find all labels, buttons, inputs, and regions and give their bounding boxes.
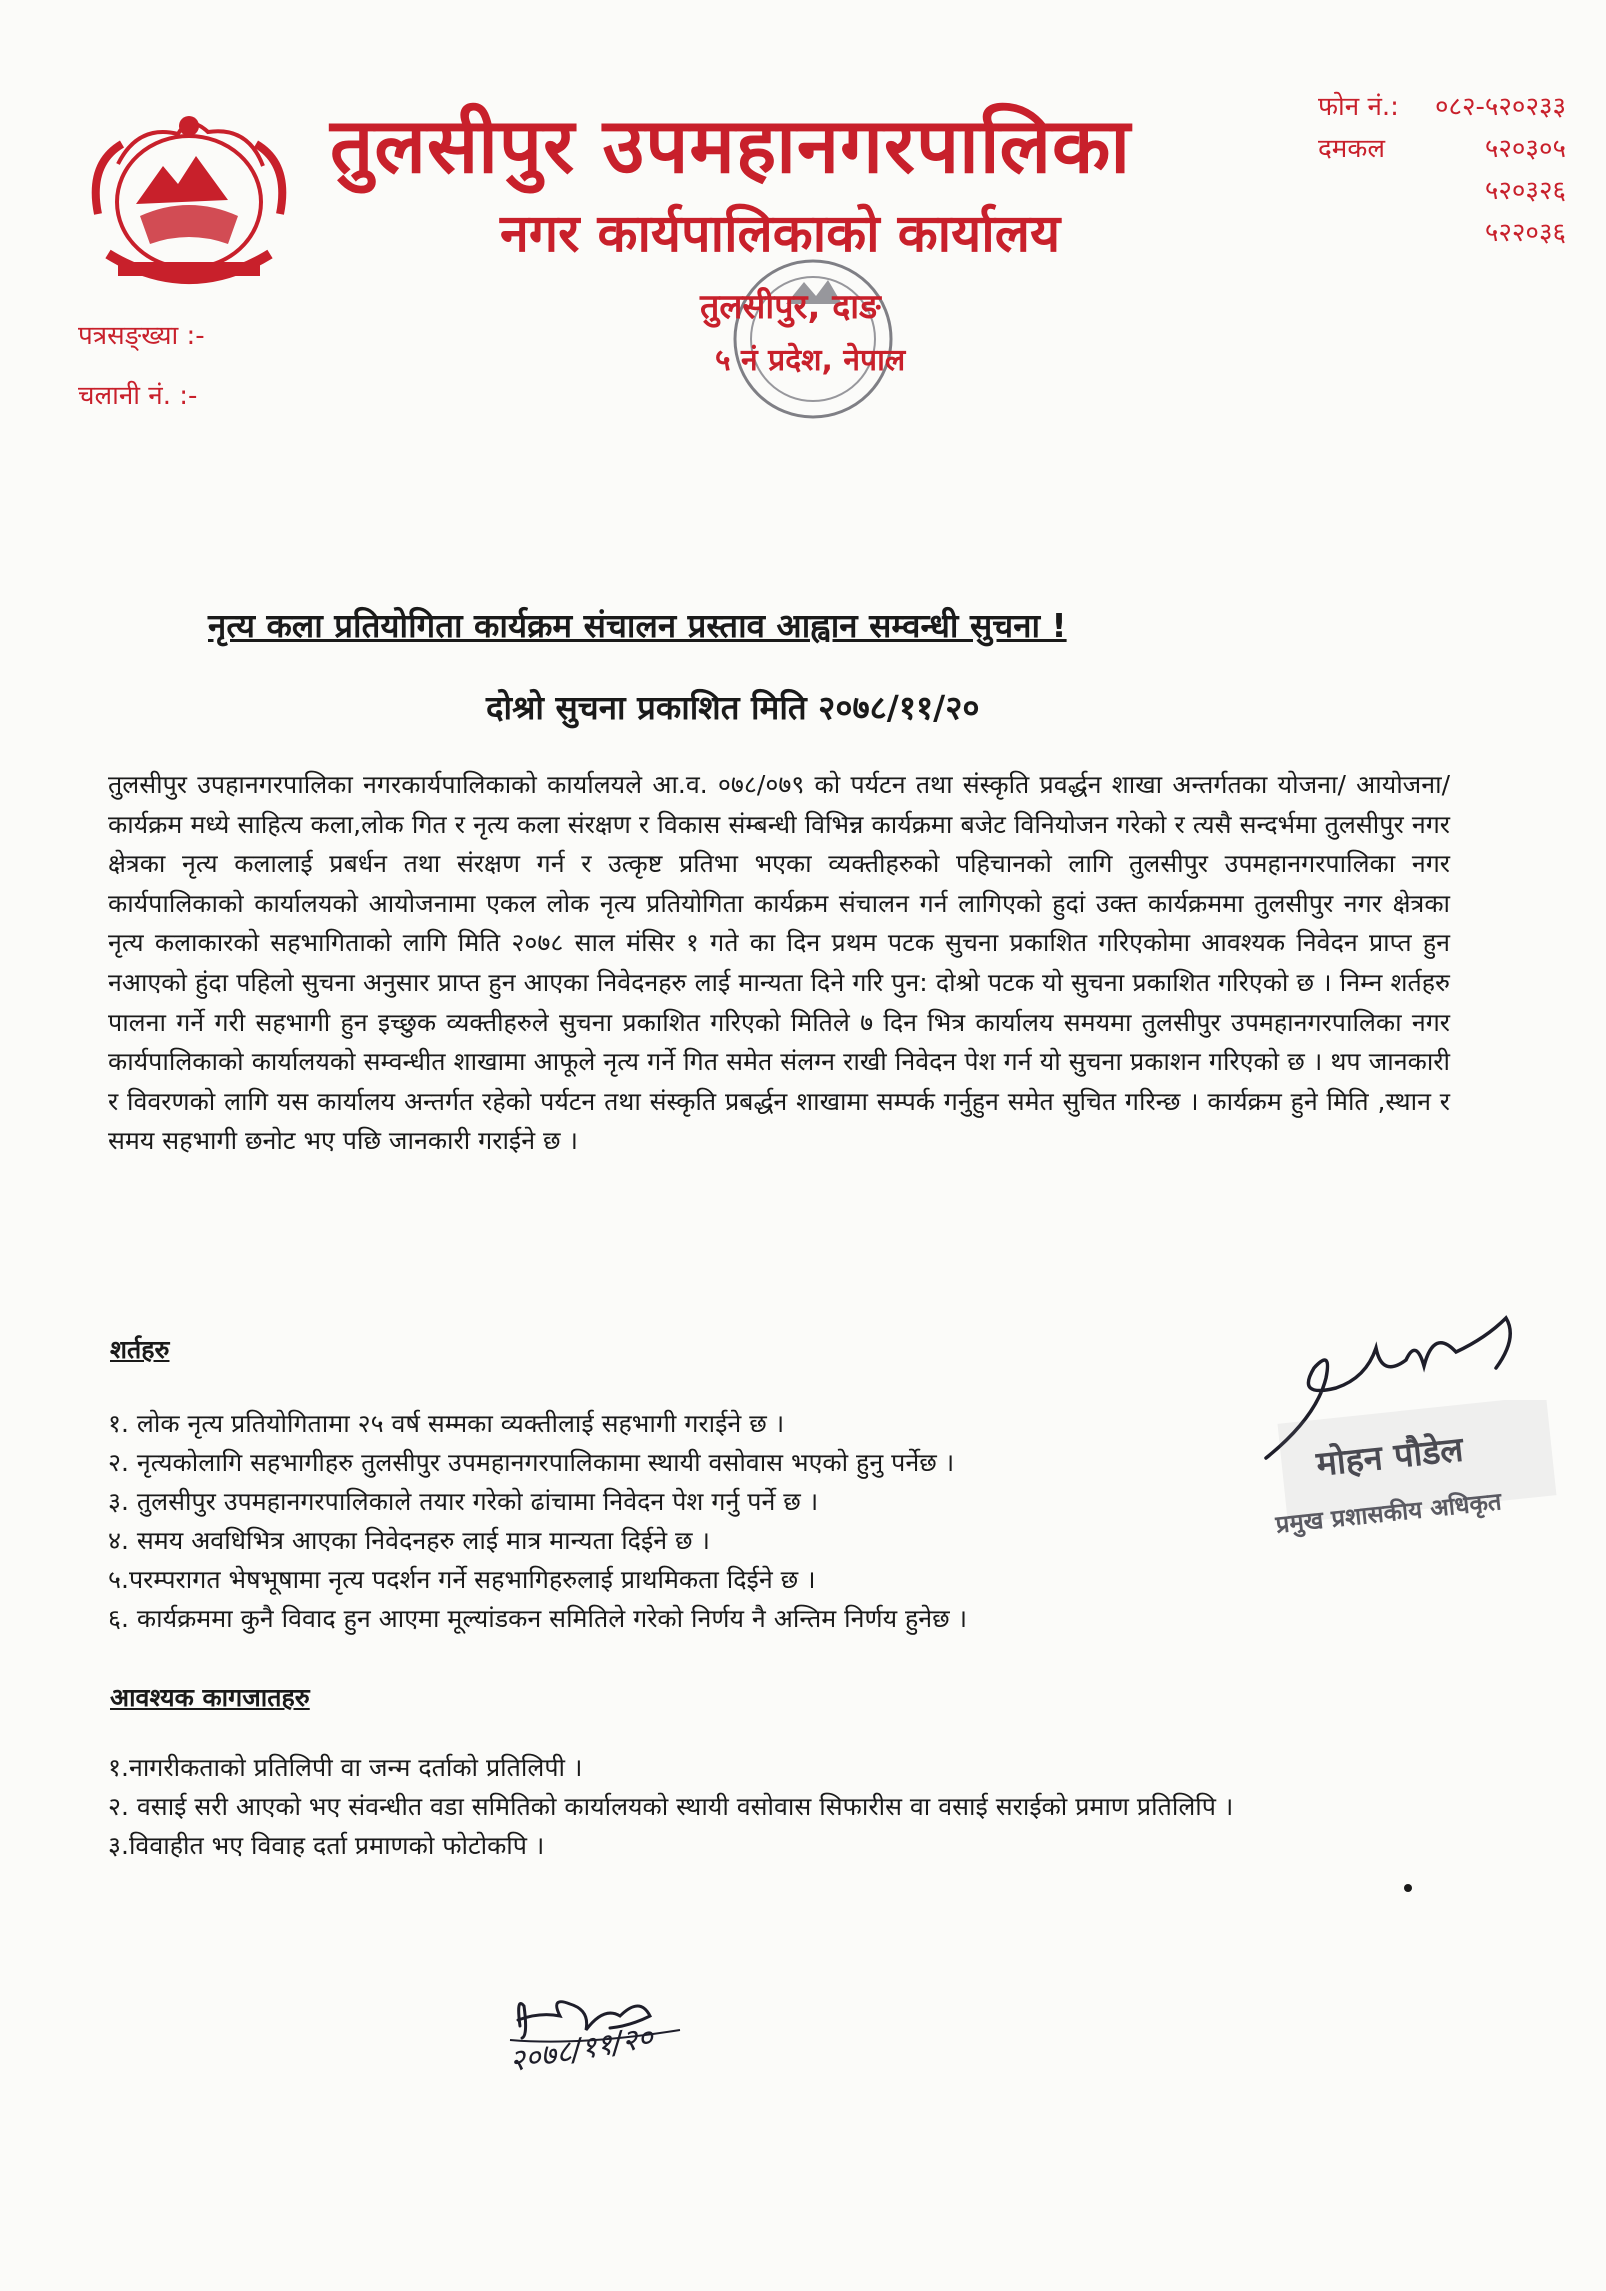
- list-item: २. नृत्यकोलागि सहभागीहरु तुलसीपुर उपमहानगरपालिकामा स्थायी वसोवास भएको हुनु पर्नेछ ।: [108, 1448, 955, 1477]
- phone-label: फोन नं.:: [1318, 92, 1399, 122]
- notice-heading: नृत्य कला प्रतियोगिता कार्यक्रम संचालन प्रस्ताव आह्वान सम्वन्धी सुचना !: [208, 606, 1067, 645]
- list-item: १. लोक नृत्य प्रतियोगितामा २५ वर्ष सम्मका व्यक्तीलाई सहभागी गराईने छ ।: [108, 1409, 785, 1438]
- office-address: तुलसीपुर, दाङ: [700, 287, 881, 327]
- signatory-title: प्रमुख प्रशासकीय अधिकृत: [1274, 1487, 1503, 1539]
- nepal-emblem-logo: [78, 104, 300, 290]
- phone-row: [1318, 86, 1566, 128]
- fire-row: [1318, 128, 1566, 170]
- fire-label: दमकल: [1318, 134, 1385, 164]
- notice-date-subheading: दोश्रो सुचना प्रकाशित मिति २०७८/११/२०: [486, 688, 980, 727]
- list-item: ३. तुलसीपुर उपमहानगरपालिकाले तयार गरेको ढांचामा निवेदन पेश गर्नु पर्ने छ ।: [108, 1487, 819, 1516]
- documents-title: आवश्यक कागजातहरु: [110, 1683, 310, 1712]
- list-item: २. वसाई सरी आएको भए संवन्धीत वडा समितिको कार्यालयको स्थायी वसोवास सिफारीस वा वसाई सराईको प्रमाण प्रतिलिपि ।: [108, 1792, 1234, 1821]
- conditions-title: शर्तहरु: [110, 1335, 170, 1364]
- ink-dot: [1404, 1884, 1412, 1892]
- fire-number: ५२२०३६: [1484, 218, 1566, 248]
- documents-list: [108, 1748, 1450, 1865]
- fire-number: ५२०३०५: [1484, 134, 1566, 164]
- contact-numbers: [1318, 86, 1566, 254]
- list-item: ५.परम्परागत भेषभूषामा नृत्य पदर्शन गर्ने सहभागिहरुलाई प्राथमिकता दिईने छ ।: [108, 1565, 816, 1594]
- list-item: १.नागरीकताको प्रतिलिपी वा जन्म दर्ताको प्रतिलिपी ।: [108, 1753, 583, 1782]
- handwritten-date: २०७८/११/२०: [506, 2019, 656, 2080]
- list-item: ३.विवाहीत भए विवाह दर्ता प्रमाणको फोटोकपि ।: [108, 1831, 545, 1860]
- phone-number: ०८२-५२०२३३: [1434, 92, 1566, 122]
- conditions-list: [108, 1404, 967, 1638]
- office-name: तुलसीपुर उपमहानगरपालिका: [330, 101, 1132, 190]
- signatory-name: मोहन पौडेल: [1314, 1429, 1466, 1485]
- fire-row: [1318, 170, 1566, 212]
- list-item: ४. समय अवधिभित्र आएका निवेदनहरु लाई मात्र मान्यता दिईने छ ।: [108, 1526, 710, 1555]
- office-province: ५ नं प्रदेश, नेपाल: [715, 343, 906, 378]
- dispatch-number-label: चलानी नं. :-: [78, 381, 198, 411]
- reference-number-label: पत्रसङ्ख्या :-: [78, 321, 205, 351]
- office-subtitle: नगर कार्यपालिकाको कार्यालय: [500, 204, 1061, 264]
- fire-row: [1318, 212, 1566, 254]
- list-item: ६. कार्यक्रममा कुनै विवाद हुन आएमा मूल्यांडकन समितिले गरेको निर्णय नै अन्तिम निर्णय हुनेछ ।: [108, 1604, 968, 1633]
- fire-number: ५२०३२६: [1484, 176, 1566, 206]
- notice-body: तुलसीपुर उपहानगरपालिका नगरकार्यपालिकाको कार्यालयले आ.व. ०७८/०७९ को पर्यटन तथा संस्कृति प्रवर्द्धन शाखा अन्तर्गतका योजना/ आयोजना/ कार्यक्रम मध्ये साहित्य कला,लोक गित र नृत्य कला संरक्षण र विकास संम्बन्धी विभिन्न कार्यक्रमा बजेट विनियोजन गरेको र त्यसै सन्दर्भमा तुलसीपुर नगर क्षेत्रका नृत्य कलालाई प्रबर्धन तथा संरक्षण गर्न र उत्कृष्ट प्रतिभा भएका व्यक्तीहरुको पहिचानको लागि तुलसीपुर उपमहानगरपालिका नगर कार्यपालिकाको कार्यालयको आयोजनामा एकल लोक नृत्य प्रतियोगिता कार्यक्रम संचालन गर्न लागिएको हुदां उक्त कार्यक्रममा तुलसीपुर नगर क्षेत्रका नृत्य कलाकारको सहभागिताको लागि मिति २०७८ साल मंसिर १ गते का दिन प्रथम पटक सुचना प्रकाशित गरिएकोमा आवश्यक निवेदन प्राप्त हुन नआएको हुंदा पहिलो सुचना अनुसार प्राप्त हुन आएका निवेदनहरु लाई मान्यता दिने गरि पुन: दोश्रो पटक यो सुचना प्रकाशित गरिएको छ । निम्न शर्तहरु पालना गर्ने गरी सहभागी हुन इच्छुक व्यक्तीहरुले सुचना प्रकाशित गरिएको मितिले ७ दिन भित्र कार्यालय समयमा तुलसीपुर उपमहानगरपालिका नगर कार्यपालिकाको कार्यालयको सम्वन्धीत शाखामा आफूले नृत्य गर्ने गित समेत संलग्न राखी निवेदन पेश गर्न यो सुचना प्रकाशन गरिएको छ । थप जानकारी र विवरणको लागि यस कार्यालय अन्तर्गत रहेको पर्यटन तथा संस्कृति प्रबर्द्धन शाखामा सम्पर्क गर्नुहुन समेत सुचित गरिन्छ । कार्यक्रम हुने मिति ,स्थान र समय सहभागी छनोट भए पछि जानकारी गराईने छ ।: [108, 770, 1450, 1156]
